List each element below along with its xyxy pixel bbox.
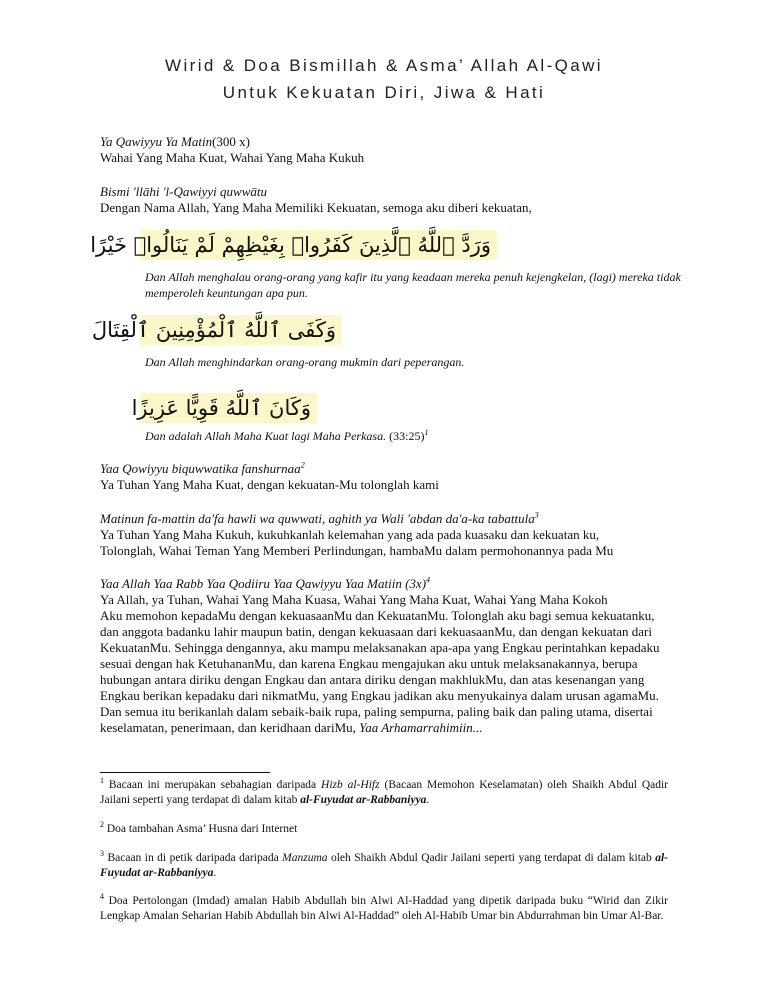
- section-body: Aku memohon kepadaMu dengan kekuasaanMu dan KekuatanMu. Tolonglah aku bagi semua kekuatanku, dan anggota badanku lahir maupun batin, dengan kekuasaan dari kekuasaanMu, dan dengan kekuatan dari KekuatanMu. Sehingga dengannya, aku mampu melaksanakan apa-apa yang Engkau perintahkan kepadaku sesuai dengan hak KetuhananMu, dan karena Engkau mengajukan aku untuk melaksanakannya, berupa hubungan antara diriku dengan Engkau dan antara diriku dengan makhlukMu, dan atas kesenangan yang Engkau berikan kepadaku dari nikmatMu, yang Engkau jadikan aku menyukainya dalam urusan agamaMu. Dan semua itu berikanlah dalam sebaik-baik rupa, paling sempurna, paling baik dan paling utama, disertai keselamatan, penerimaan, dan keridhaan dariMu, Yaa Arhamarrahimiin...: [100, 608, 660, 735]
- footnote-1: $^1$ Bacaan ini merupakan sebahagian daripada Hizb al-Hifz (Bacaan Memohon Keselamatan) oleh Shaikh Abdul Qadir Jailani seperti yang terdapat di dalam kitab al-Fuyudat ar-Rabbaniyya.: [100, 776, 668, 806]
- footnote-3: $^3$ Bacaan in di petik daripada daripada Manzuma oleh Shaikh Abdul Qadir Jailani seperti yang terdapat di dalam kitab al-Fuyudat ar-Rabbaniyya.: [100, 849, 668, 879]
- page-title-line-2: Untuk Kekuatan Diri, Jiwa & Hati: [222, 83, 546, 102]
- page-title-line-1: Wirid & Doa Bismillah & Asma’ Allah Al-Qawi: [165, 56, 603, 75]
- section-meaning: Dengan Nama Allah, Yang Maha Memiliki Kekuatan, semoga aku diberi kekuatan,: [100, 200, 532, 215]
- footnote-4: $^4$ Doa Pertolongan (Imdad) amalan Habib Abdullah bin Alwi Al-Haddad yang dipetik daripada buku “Wirid dan Zikir Lengkap Amalan Seharian Habib Abdullah bin Alwi Al-Haddad” oleh Al-Habib Umar bin Abdurrahman bin Umar Al-Bar.: [100, 892, 668, 922]
- verse-1-translation: Dan Allah menghalau orang-orang yang kafir itu yang keadaan mereka penuh kejengkelan, (lagi) mereka tidak memperoleh keuntungan apa pun.: [145, 270, 681, 300]
- section-meaning: Wahai Yang Maha Kuat, Wahai Yang Maha Kukuh: [100, 150, 365, 165]
- footnote-ref: 4: [426, 575, 431, 585]
- section-heading: Matinun fa-mattin da'fa hawli wa quwwati, aghith ya Wali 'abdan da'a-ka tabattula$^3$: [100, 510, 539, 526]
- footnote-separator: [100, 772, 270, 773]
- closing-phrase: Yaa Arhamarrahimiin...: [359, 720, 483, 735]
- footnote-ref: 3: [534, 510, 539, 520]
- footnote-2: $^2$ Doa tambahan Asma’ Husna dari Internet: [100, 820, 298, 835]
- section-heading: Yaa Allah Yaa Rabb Yaa Qodiiru Yaa Qawiyyu Yaa Matiin $(3x)^4$: [100, 575, 431, 591]
- section-meaning-2: Tolonglah, Wahai Teman Yang Memberi Perlindungan, hambaMu dalam permohonannya pada Mu: [100, 543, 614, 558]
- section-yaa-qowiyyu: [100, 461, 680, 493]
- section-line-1: Ya Allah, ya Tuhan, Wahai Yang Maha Kuasa, Wahai Yang Maha Kuat, Wahai Yang Maha Kokoh: [100, 592, 608, 607]
- section-yaa-allah: [100, 576, 668, 736]
- arabic-verse-1: وَرَدَّ ٱللَّهُ ٱلَّذِينَ كَفَرُوا۟ بِغَيْظِهِمْ لَمْ يَنَالُوا۟ خَيْرًا: [140, 230, 497, 260]
- section-heading: Bismi 'llāhi 'l-Qawiyyi quwwātu: [100, 184, 267, 199]
- footnote-ref: 1: [424, 428, 429, 437]
- arabic-verse-3: وَكَانَ ٱللَّهُ قَوِيًّا عَزِيزًا: [140, 393, 317, 423]
- section-bismillah: [100, 184, 680, 216]
- verse-3-translation: Dan adalah Allah Maha Kuat lagi Maha Perkasa. (33:25)$^1$: [145, 428, 429, 443]
- footnote-ref: 2: [300, 460, 305, 470]
- section-meaning-1: Ya Tuhan Yang Maha Kukuh, kukuhkanlah kelemahan yang ada pada kuasaku dan kekuatan ku,: [100, 527, 600, 542]
- section-ya-qawiyyu: [100, 134, 680, 166]
- arabic-verse-2: وَكَفَى ٱللَّهُ ٱلْمُؤْمِنِينَ ٱلْقِتَالَ: [140, 315, 342, 345]
- section-meaning: Ya Tuhan Yang Maha Kuat, dengan kekuatan-Mu tolonglah kami: [100, 477, 439, 492]
- section-heading: Ya Qawiyyu Ya Matin(300 x): [100, 134, 251, 149]
- section-heading: Yaa Qowiyyu biquwwatika fanshurnaa$^2$: [100, 460, 305, 476]
- section-matinun: [100, 511, 680, 559]
- verse-2-translation: Dan Allah menghindarkan orang-orang mukmin dari peperangan.: [145, 355, 465, 369]
